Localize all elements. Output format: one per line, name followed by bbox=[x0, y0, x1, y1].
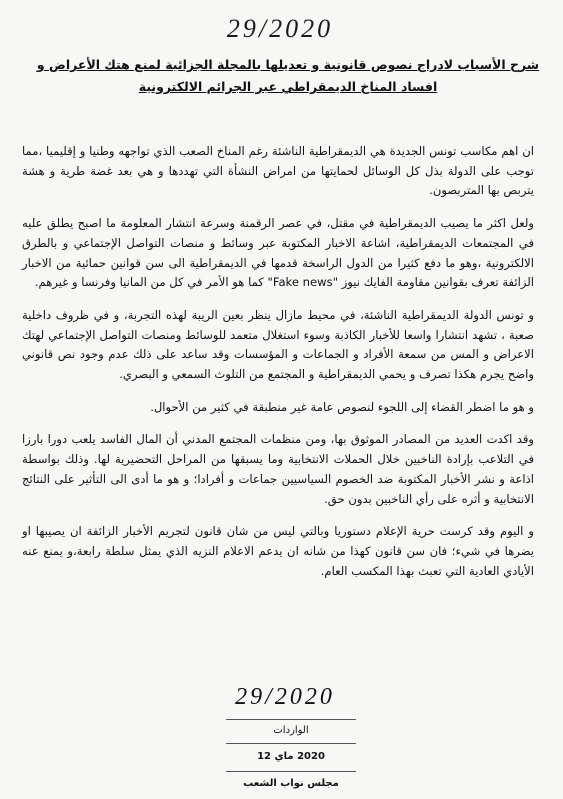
paragraph-1: ان اهم مكاسب تونس الجديدة هي الديمقراطية الناشئة رغم المناخ الصعب الذي تواجهه وطنيا و إقليميا ،مما توجب على الدولة بذل كل الوسائل لحمايتها من امراض النشأة التي تهددها و هي بعد غضة طرية و هشة يتربص بها المتربصون. bbox=[22, 144, 534, 198]
document-body bbox=[22, 142, 534, 594]
document-number-footer: 29/2020 bbox=[235, 684, 335, 710]
reception-stamp bbox=[226, 715, 356, 799]
paragraph-6: و اليوم وقد كرست حرية الإعلام دستوريا وبالتي ليس من شان قانون لتجريم الأخبار الزائفة ان يصيبها او يضرها في شيء؛ فان سن قانون كهذا من شانه ان يدعم الاعلام النزيه الذي يمثل سلطة رابعة،و يمنع عنه الأيادي العادية التي تعبث بهذا المكسب العام. bbox=[22, 524, 534, 578]
stamp-divider-middle bbox=[226, 743, 356, 744]
stamp-institution: مجلس نواب الشعب bbox=[243, 778, 339, 789]
document-title bbox=[34, 54, 542, 98]
paragraph-5: وقد اكدت العديد من المصادر الموثوق بها، ومن منظمات المجتمع المدني أن المال الفاسد يلعب دورا بارزا في التلاعب بإرادة الناخبين خلال الحملات الانتخابية وما يسبقها من المراحل التحضيرية لها. وذلك بواسطة اذاعة و نشر الأخبار المكتوبة ضد الخصوم السياسيين جماعات و أفرادا؛ و هو ما أدى الى التأثير على النتائج الانتخابية و أثره على رأي الناخبين بدون حق. bbox=[22, 432, 534, 506]
paragraph-2: ولعل اكثر ما يصيب الديمقراطية في مقتل، في عصر الرقمنة وسرعة انتشار المعلومة ما اصبح يطلق عليه في المجتمعات الديمقراطية، اشاعة الاخبار المكتوبة عبر وسائط و منصات التواصل الإجتماعي و بالطرق الالكترونية ،وهو ما دفع كثيرا من الدول الراسخة قدمها في الديمقراطية الى سن قوانين حمائية من الاخبار الزائفة تعرف بقوانين مقاومة الفايك نيوز "Fake news" كما هو الأمر في كل من المانيا وفرنسا و غيرهم. bbox=[22, 216, 534, 290]
paragraph-3: و تونس الدولة الديمقراطية الناشئة، في محيط مازال ينظر بعين الريبة لهذه التجربة، و في ظروف داخلية صعبة ، تشهد انتشارا واسعا للأخبار الكاذبة وسوء استغلال متعمد للوسائط ومنصات التواصل الإجتماعي لهتك الاعراض و المس من سمعة الأفراد و الجماعات و المؤسسات وقد ساعد على ذلك عدم وجود نص قانوني واضح يجرم هكذا تصرف و يحمي الديمقراطية و المجتمع من التلوث السمعي و البصري. bbox=[22, 307, 534, 382]
paragraph-4: و هو ما اضطر القضاء إلى اللجوء لنصوص عامة غير منطبقة في كثير من الأحوال. bbox=[150, 399, 534, 414]
title-line-2: افساد المناخ الديمقراطي عبر الجرائم الالكترونية bbox=[138, 79, 438, 94]
stamp-date: 2020 ماي 12 bbox=[257, 751, 325, 762]
document-number-header: 29/2020 bbox=[226, 14, 334, 43]
title-line-1: شرح الأسباب لادراج نصوص قانونية و تعديلها بالمجلة الجزائية لمنع هتك الأعراض و bbox=[36, 57, 540, 72]
stamp-divider-top bbox=[226, 719, 356, 720]
stamp-label: الواردات bbox=[273, 725, 309, 736]
stamp-divider-bottom bbox=[226, 771, 356, 772]
